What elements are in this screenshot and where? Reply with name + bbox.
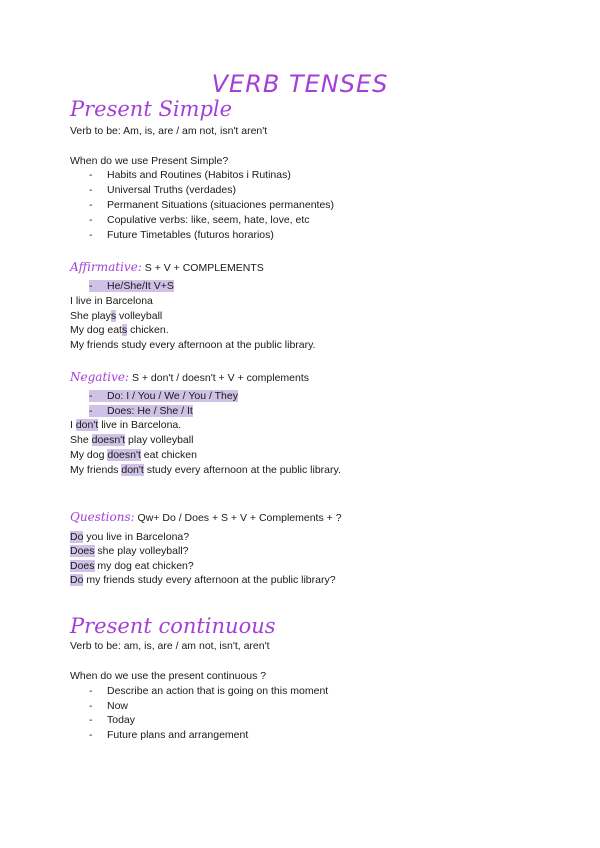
example-text: eat chicken (140, 449, 197, 461)
questions-example (70, 560, 194, 573)
negative-formula: S + don't / doesn't + V + complements (129, 372, 310, 384)
affirmative-line (70, 261, 264, 275)
highlight: don't (121, 464, 144, 476)
ps-use-item (89, 199, 334, 212)
example-text: I (70, 419, 76, 431)
questions-formula: Qw+ Do / Does + S + V + Complements + ? (134, 512, 342, 524)
bullet-dash: - (89, 229, 93, 241)
ps-use-item (89, 184, 236, 197)
bullet-dash: - (89, 685, 93, 697)
ps-use-item (89, 169, 291, 182)
ps-use-item (89, 214, 310, 227)
affirmative-example: My friends study every afternoon at the public library. (70, 339, 316, 351)
negative-example (70, 464, 341, 477)
example-text: She play (70, 310, 111, 322)
highlight: Does (70, 560, 95, 572)
pc-verb-to-be: Verb to be: am, is, are / am not, isn't, aren't (70, 640, 270, 652)
affirmative-example (70, 324, 169, 337)
bullet-dash: - (89, 405, 93, 417)
bullet-dash: - (89, 390, 93, 402)
highlight: s (110, 310, 117, 322)
bullet-dash: - (89, 729, 93, 741)
example-text: my friends study every afternoon at the public library? (83, 574, 336, 586)
bullet-dash: - (89, 184, 93, 196)
example-text: volleyball (116, 310, 163, 322)
highlight: doesn't (91, 434, 126, 446)
questions-line (70, 511, 342, 525)
affirmative-example: I live in Barcelona (70, 295, 153, 307)
negative-label: Negative: (70, 370, 130, 384)
pc-when-question: When do we use the present continuous ? (70, 670, 267, 682)
affirmative-label: Affirmative: (70, 260, 142, 274)
highlight: Do (70, 574, 84, 586)
example-text: My dog eat (70, 324, 122, 336)
example-text: My dog (70, 449, 108, 461)
affirmative-note-text: He/She/It V+S (107, 280, 174, 292)
negative-example (70, 434, 193, 447)
negative-note-text: Does: He / She / It (107, 405, 193, 417)
example-text: my dog eat chicken? (94, 560, 194, 572)
ps-use-text: Habits and Routines (Habitos i Rutinas) (107, 169, 291, 181)
pc-use-item (89, 729, 248, 742)
bullet-dash: - (89, 199, 93, 211)
example-text: My friends (70, 464, 122, 476)
highlight: Do (70, 531, 84, 543)
negative-example (70, 419, 181, 432)
negative-note (89, 405, 193, 418)
affirmative-example (70, 310, 162, 323)
bullet-dash: - (89, 214, 93, 226)
ps-use-text: Permanent Situations (situaciones permanentes) (107, 199, 335, 211)
example-text: you live in Barcelona? (83, 531, 190, 543)
example-text: she play volleyball? (94, 545, 189, 557)
bullet-dash: - (89, 700, 93, 712)
example-text: She (70, 434, 92, 446)
pc-use-text: Now (107, 700, 129, 712)
example-text: study every afternoon at the public library. (143, 464, 341, 476)
pc-use-item (89, 714, 135, 727)
bullet-dash: - (89, 714, 93, 726)
ps-use-item (89, 229, 274, 242)
questions-example (70, 545, 189, 558)
pc-use-item (89, 685, 328, 698)
document-title: VERB TENSES (211, 70, 389, 98)
ps-use-text: Copulative verbs: like, seem, hate, love, etc (107, 214, 310, 226)
questions-label: Questions: (70, 510, 135, 524)
pc-use-text: Future plans and arrangement (107, 729, 249, 741)
negative-note-text: Do: I / You / We / You / They (107, 390, 238, 402)
ps-use-text: Future Timetables (futuros horarios) (107, 229, 274, 241)
questions-example (70, 574, 336, 587)
ps-verb-to-be: Verb to be: Am, is, are / am not, isn't aren't (70, 125, 268, 137)
ps-when-question: When do we use Present Simple? (70, 155, 229, 167)
pc-use-item (89, 700, 128, 713)
negative-note (89, 390, 238, 403)
ps-use-text: Universal Truths (verdades) (107, 184, 236, 196)
pc-use-text: Today (107, 714, 136, 726)
example-text: chicken. (127, 324, 169, 336)
present-continuous-heading: Present continuous (70, 614, 276, 638)
bullet-dash: - (89, 280, 93, 292)
example-text: live in Barcelona. (98, 419, 182, 431)
highlight: doesn't (107, 449, 141, 461)
bullet-dash: - (89, 169, 93, 181)
highlight: don't (75, 419, 99, 431)
affirmative-formula: S + V + COMPLEMENTS (141, 262, 264, 274)
pc-use-text: Describe an action that is going on this moment (107, 685, 329, 697)
present-simple-heading: Present Simple (70, 97, 233, 121)
questions-example (70, 531, 189, 544)
affirmative-note (89, 280, 174, 293)
highlight: Does (70, 545, 95, 557)
negative-example (70, 449, 197, 462)
highlight: s (121, 324, 128, 336)
negative-line (70, 371, 309, 385)
example-text: play volleyball (125, 434, 194, 446)
